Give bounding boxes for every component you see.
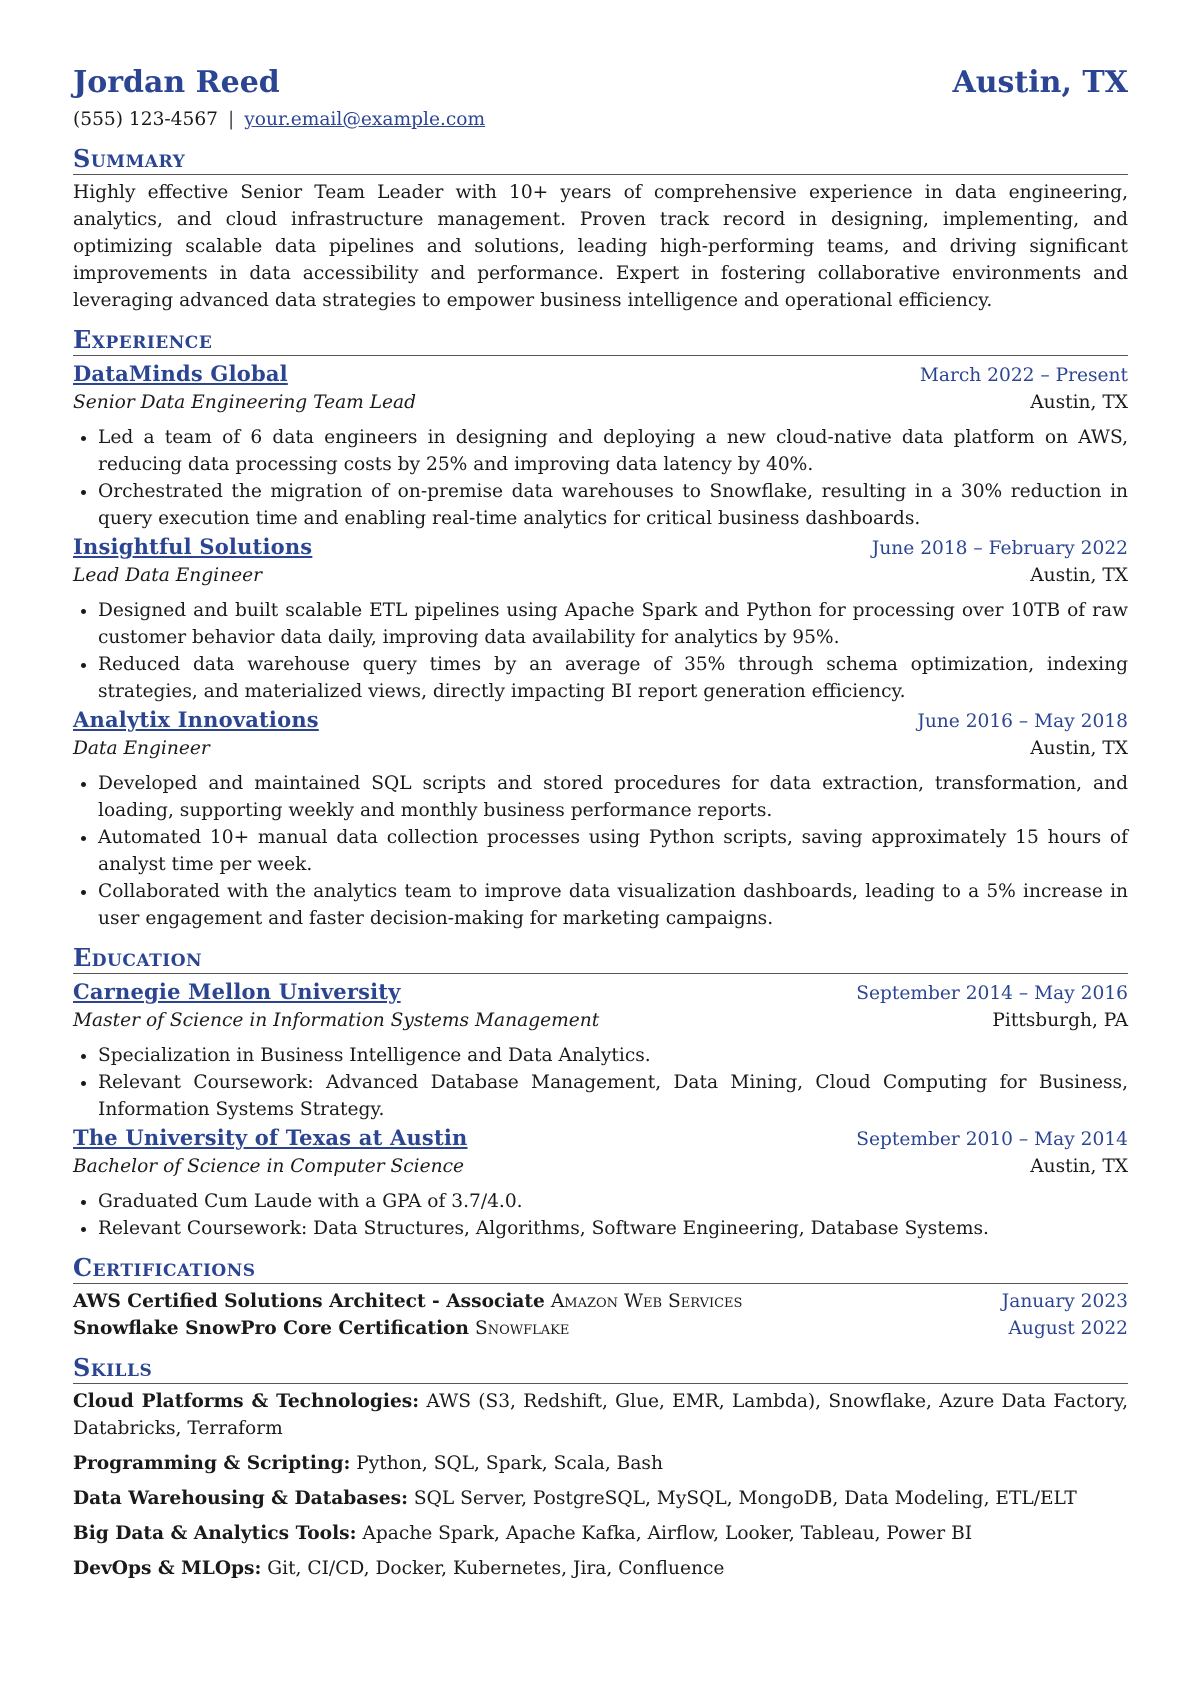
job-role: Data Engineer bbox=[73, 738, 210, 759]
bullet-item: • Designed and built scalable ETL pipelines using Apache Spark and Python for processing over 10TB of raw customer behavior data daily, improving data availability for analytics by 95%. bbox=[98, 597, 1128, 651]
skill-category: Big Data & Analytics Tools: bbox=[73, 1523, 357, 1544]
bullet-item: • Relevant Coursework: Data Structures, Algorithms, Software Engineering, Database Systems. bbox=[98, 1215, 1128, 1242]
certification-item bbox=[73, 1315, 1128, 1342]
school-location: Pittsburgh, PA bbox=[992, 1010, 1128, 1031]
certification-date: August 2022 bbox=[1008, 1318, 1128, 1339]
skill-list: Python, SQL, Spark, Scala, Bash bbox=[356, 1453, 663, 1474]
skill-group bbox=[73, 1485, 1128, 1512]
job-location: Austin, TX bbox=[1030, 392, 1128, 413]
school-link[interactable]: The University of Texas at Austin bbox=[73, 1125, 468, 1150]
skill-group bbox=[73, 1388, 1128, 1442]
skills-heading: Skills bbox=[73, 1354, 1128, 1384]
contact-separator: | bbox=[228, 109, 235, 130]
skill-list: SQL Server, PostgreSQL, MySQL, MongoDB, Data Modeling, ETL/ELT bbox=[413, 1488, 1077, 1509]
education-entry bbox=[73, 1124, 1128, 1242]
skill-category: DevOps & MLOps: bbox=[73, 1558, 262, 1579]
job-entry bbox=[73, 360, 1128, 532]
education-entry bbox=[73, 978, 1128, 1123]
company-link[interactable]: DataMinds Global bbox=[73, 361, 288, 386]
job-bullets bbox=[73, 770, 1128, 932]
company-link[interactable]: Insightful Solutions bbox=[73, 534, 313, 559]
degree-name: Master of Science in Information Systems Management bbox=[73, 1010, 600, 1031]
summary-heading: Summary bbox=[73, 145, 1128, 175]
bullet-item: • Graduated Cum Laude with a GPA of 3.7/4.0. bbox=[98, 1188, 1128, 1215]
certification-name: AWS Certified Solutions Architect - Associate bbox=[73, 1291, 545, 1312]
school-location: Austin, TX bbox=[1030, 1156, 1128, 1177]
skill-list: Git, CI/CD, Docker, Kubernetes, Jira, Confluence bbox=[267, 1558, 725, 1579]
school-link[interactable]: Carnegie Mellon University bbox=[73, 979, 401, 1004]
skill-list: Apache Spark, Apache Kafka, Airflow, Looker, Tableau, Power BI bbox=[362, 1523, 973, 1544]
skill-category: Programming & Scripting: bbox=[73, 1453, 351, 1474]
experience-heading: Experience bbox=[73, 326, 1128, 356]
bullet-item: • Automated 10+ manual data collection processes using Python scripts, saving approximately 15 hours of analyst time per week. bbox=[98, 824, 1128, 878]
education-bullets bbox=[73, 1042, 1128, 1123]
job-location: Austin, TX bbox=[1030, 738, 1128, 759]
degree-name: Bachelor of Science in Computer Science bbox=[73, 1156, 465, 1177]
job-bullets bbox=[73, 597, 1128, 705]
bullet-item: • Specialization in Business Intelligence and Data Analytics. bbox=[98, 1042, 1128, 1069]
bullet-item: • Collaborated with the analytics team to improve data visualization dashboards, leading to a 5% increase in user engagement and faster decision-making for marketing campaigns. bbox=[98, 878, 1128, 932]
resume-header bbox=[73, 62, 1128, 104]
job-role: Lead Data Engineer bbox=[73, 565, 262, 586]
certification-date: January 2023 bbox=[1001, 1291, 1128, 1312]
skill-group bbox=[73, 1555, 1128, 1582]
education-bullets bbox=[73, 1188, 1128, 1242]
resume-page bbox=[73, 62, 1128, 1590]
bullet-item: • Developed and maintained SQL scripts and stored procedures for data extraction, transformation, and loading, supporting weekly and monthly business performance reports. bbox=[98, 770, 1128, 824]
contact-line bbox=[73, 106, 1128, 133]
job-dates: March 2022 – Present bbox=[919, 365, 1128, 386]
job-dates: June 2018 – February 2022 bbox=[871, 538, 1128, 559]
certification-issuer: Snowflake bbox=[474, 1318, 570, 1339]
company-link[interactable]: Analytix Innovations bbox=[73, 707, 319, 732]
bullet-item: • Orchestrated the migration of on-premise data warehouses to Snowflake, resulting in a 30% reduction in query execution time and enabling real-time analytics for critical business dashboards. bbox=[98, 478, 1128, 532]
phone-number: (555) 123-4567 bbox=[73, 109, 219, 130]
bullet-item: • Relevant Coursework: Advanced Database Management, Data Mining, Cloud Computing for Business, Information Systems Strategy. bbox=[98, 1069, 1128, 1123]
bullet-item: • Reduced data warehouse query times by an average of 35% through schema optimization, indexing strategies, and materialized views, directly impacting BI report generation efficiency. bbox=[98, 651, 1128, 705]
skill-list: AWS (S3, Redshift, Glue, EMR, Lambda), Snowflake, Azure Data Factory, Databricks, Terraform bbox=[73, 1391, 1128, 1439]
skill-group bbox=[73, 1450, 1128, 1477]
certifications-heading: Certifications bbox=[73, 1254, 1128, 1284]
certification-name: Snowflake SnowPro Core Certification bbox=[73, 1318, 469, 1339]
skill-group bbox=[73, 1520, 1128, 1547]
education-dates: September 2010 – May 2014 bbox=[856, 1129, 1128, 1150]
job-role: Senior Data Engineering Team Lead bbox=[73, 392, 417, 413]
skill-category: Cloud Platforms & Technologies: bbox=[73, 1391, 420, 1412]
job-bullets bbox=[73, 424, 1128, 532]
certification-item bbox=[73, 1288, 1128, 1315]
education-dates: September 2014 – May 2016 bbox=[856, 983, 1128, 1004]
skill-category: Data Warehousing & Databases: bbox=[73, 1488, 408, 1509]
certification-issuer: Amazon Web Services bbox=[550, 1291, 743, 1312]
candidate-name: Jordan Reed bbox=[73, 65, 280, 100]
email-link[interactable]: your.email@example.com bbox=[244, 109, 486, 130]
job-dates: June 2016 – May 2018 bbox=[917, 711, 1128, 732]
candidate-location: Austin, TX bbox=[952, 65, 1128, 100]
summary-text: Highly effective Senior Team Leader with 10+ years of comprehensive experience in data engineering, analytics, and cloud infrastructure management. Proven track record in designing, implementing, and optimizing scalable data pipelines and solutions, leading high-performing teams, and driving significant improvements in data accessibility and performance. Expert in fostering collaborative environments and leveraging advanced data strategies to empower business intelligence and operational efficiency. bbox=[73, 182, 1128, 311]
education-heading: Education bbox=[73, 944, 1128, 974]
job-location: Austin, TX bbox=[1030, 565, 1128, 586]
job-entry bbox=[73, 706, 1128, 932]
bullet-item: • Led a team of 6 data engineers in designing and deploying a new cloud-native data platform on AWS, reducing data processing costs by 25% and improving data latency by 40%. bbox=[98, 424, 1128, 478]
job-entry bbox=[73, 533, 1128, 705]
